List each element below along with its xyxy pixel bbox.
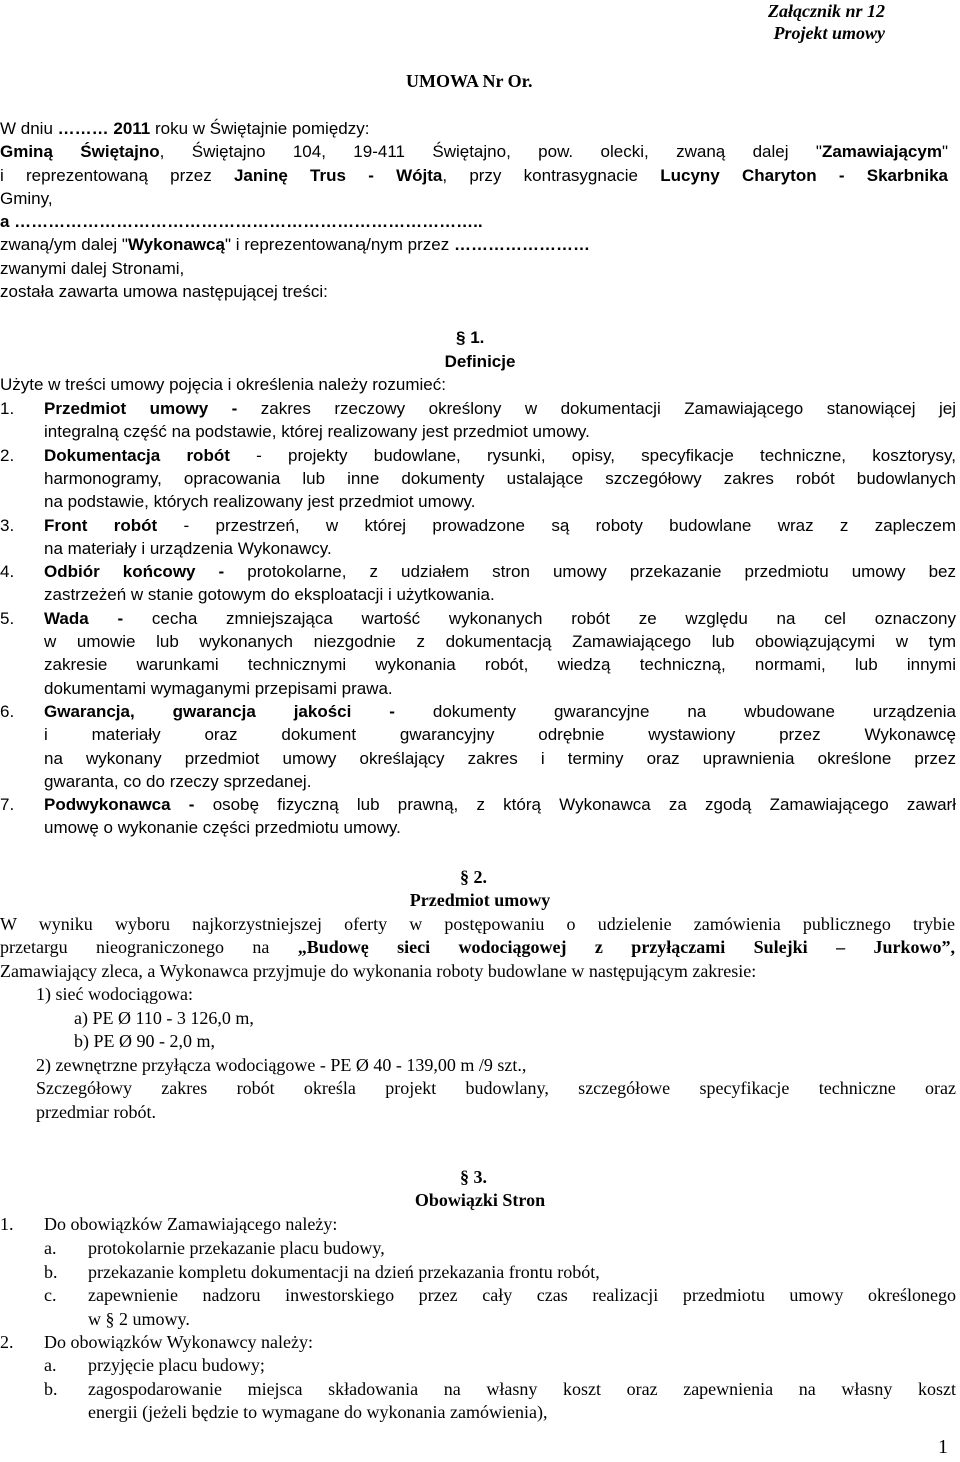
definition-term: Gwarancja, gwarancja jakości -: [44, 701, 395, 721]
project-label: Projekt umowy: [773, 23, 885, 43]
intro-line-3: i reprezentowaną przez Janinę Trus - Wójta, przy kontrasygnacie Lucyny Charyton - Skarbnika: [0, 166, 949, 185]
definition-line-text: i materiały oraz dokument gwarancyjny odrębnie wystawiony przez Wykonawcę: [44, 725, 956, 745]
definition-line-text: integralną część na podstawie, której realizowany jest przedmiot umowy.: [44, 422, 590, 442]
duty-text: przekazanie kompletu dokumentacji na dzień przekazania frontu robót,: [88, 1261, 600, 1282]
section-1-number: § 1.: [456, 328, 485, 347]
definition-number: 4.: [0, 562, 15, 582]
scope-detail-1: Szczegółowy zakres robót określa projekt budowlany, szczegółowe specyfikacje techniczne oraz: [36, 1078, 956, 1098]
definition-line-text: harmonogramy, opracowania lub inne dokumenty ustalające szczegółowy zakres robót budowlanych: [44, 468, 956, 488]
intro-line-8: została zawarta umowa następującej treści:: [0, 282, 328, 301]
definition-text-line: [44, 677, 393, 700]
definition-line-text: gwaranta, co do rzeczy sprzedanej.: [44, 771, 312, 791]
intro-line-2: Gminą Świętajno, Świętajno 104, 19-411 Świętajno, pow. olecki, zwaną dalej "Zamawiającym": [0, 142, 948, 161]
page-number: 1: [938, 1436, 948, 1458]
definition-text-line: [44, 723, 956, 746]
scope-item-1b: b) PE Ø 90 - 2,0 m,: [74, 1031, 215, 1051]
definition-line-text: na materiały i urządzenia Wykonawcy.: [44, 538, 332, 558]
intro-line-1: W dniu ……… 2011 roku w Świętajnie pomiędzy:: [0, 119, 370, 138]
definition-text-line: [44, 583, 495, 606]
definition-line-text: w umowie lub wykonanych niezgodnie z dokumentacją Zamawiającego lub obowiązującymi w tym: [44, 632, 956, 651]
duty-letter: b.: [44, 1378, 58, 1399]
definition-text-line: [44, 514, 956, 537]
definition-term: Przedmiot umowy -: [44, 399, 238, 418]
definition-term: Front robót: [44, 515, 158, 535]
section-2-para-1: W wyniku wyboru najkorzystniejszej oferty w postępowaniu o udzielenie zamówienia publicznego trybie: [0, 914, 955, 934]
duty-group-2-title: Do obowiązków Wykonawcy należy:: [44, 1332, 314, 1352]
duty-letter: a.: [44, 1238, 57, 1258]
scope-item-1a: a) PE Ø 110 - 3 126,0 m,: [74, 1008, 254, 1028]
definition-line-text: na wykonany przedmiot umowy określający zakres i terminy oraz uprawnienia określone przez: [44, 748, 956, 768]
definition-line-text: dokumenty gwarancyjne na wbudowane urządzenia: [432, 701, 956, 721]
section-1-lead: Użyte w treści umowy pojęcia i określenia należy rozumieć:: [0, 375, 446, 394]
definition-text-line: [44, 420, 590, 443]
section-3-number: § 3.: [460, 1167, 487, 1187]
intro-line-6: zwaną/ym dalej "Wykonawcą" i reprezentowaną/nym przez ……………………: [0, 235, 590, 254]
definition-number: 2.: [0, 445, 15, 465]
definition-line-text: dokumentami wymaganymi przepisami prawa.: [44, 678, 393, 698]
definition-term: Podwykonawca -: [44, 795, 195, 815]
definition-number: 7.: [0, 795, 15, 815]
definition-text-line: [44, 537, 332, 560]
section-2-para-2: przetargu nieograniczonego na „Budowę sieci wodociągowej z przyłączami Sulejki – Jurkowo”,: [0, 937, 955, 957]
intro-line-4: Gminy,: [0, 189, 53, 208]
duty-letter: c.: [44, 1285, 57, 1306]
definition-text-line: [44, 467, 956, 490]
definition-text-line: [44, 560, 956, 583]
definition-term: Dokumentacja robót: [44, 445, 230, 465]
definition-text-line: [44, 397, 956, 420]
definition-line-text: cecha zmniejszająca wartość wykonanych robót ze względu na cel oznaczony: [151, 608, 956, 628]
definition-line-text: zakres rzeczowy określony w dokumentacji Zamawiającego stanowiącej jej: [260, 399, 956, 418]
duty-text: protokolarnie przekazanie placu budowy,: [88, 1238, 385, 1258]
definition-text-line: [44, 700, 956, 723]
section-2-heading: Przedmiot umowy: [409, 890, 551, 910]
definition-line-text: umowę o wykonanie części przedmiotu umowy.: [44, 818, 401, 838]
section-2-number: § 2.: [460, 867, 487, 887]
contract-title: UMOWA Nr Or.: [406, 71, 533, 91]
scope-detail-2: przedmiar robót.: [36, 1102, 156, 1122]
definition-line-text: - przestrzeń, w której prowadzone są roboty budowlane wraz z zapleczem: [183, 515, 956, 535]
definition-number: 5.: [0, 608, 15, 628]
duty-text: zapewnienie nadzoru inwestorskiego przez cały czas realizacji przedmiotu umowy określonego: [88, 1285, 956, 1306]
definition-line-text: osobę fizyczną lub prawną, z którą Wykonawca za zgodą Zamawiającego zawarł: [212, 795, 956, 815]
scope-item-2: 2) zewnętrzne przyłącza wodociągowe - PE Ø 40 - 139,00 m /9 szt.,: [36, 1055, 527, 1075]
definition-text-line: [44, 770, 311, 793]
duty-text-continued: w § 2 umowy.: [88, 1308, 190, 1329]
definition-text-line: [44, 630, 956, 653]
definition-line-text: protokolarne, z udziałem stron umowy przekazanie przedmiotu umowy bez: [247, 562, 956, 582]
duty-letter: a.: [44, 1355, 57, 1375]
section-3-heading: Obowiązki Stron: [414, 1190, 546, 1210]
definition-text-line: [44, 653, 956, 676]
definition-line-text: zakresie warunkami technicznymi wykonania robót, wiedzą techniczną, normami, lub innymi: [44, 655, 956, 675]
duty-text-continued: energii (jeżeli będzie to wymagane do wykonania zamówienia),: [88, 1402, 548, 1423]
definition-text-line: [44, 816, 401, 839]
definition-term: Odbiór końcowy -: [44, 562, 225, 582]
definition-text-line: [44, 747, 956, 770]
intro-line-7: zwanymi dalej Stronami,: [0, 259, 185, 278]
definition-line-text: na podstawie, których realizowany jest przedmiot umowy.: [44, 492, 476, 512]
definition-text-line: [44, 793, 956, 816]
attachment-label: Załącznik nr 12: [767, 1, 885, 21]
duty-group-2-number: 2.: [0, 1332, 14, 1352]
section-1-heading: Definicje: [444, 352, 516, 371]
definition-text-line: [44, 607, 956, 630]
definition-text-line: [44, 490, 475, 513]
duty-group-1-number: 1.: [0, 1214, 14, 1234]
definition-number: 1.: [0, 399, 15, 418]
duty-letter: b.: [44, 1261, 58, 1282]
scope-item-1: 1) sieć wodociągowa:: [36, 984, 193, 1004]
duty-text: zagospodarowanie miejsca składowania na własny koszt oraz zapewnienia na własny koszt: [88, 1378, 956, 1399]
definition-line-text: - projekty budowlane, rysunki, opisy, specyfikacje techniczne, kosztorysy,: [256, 445, 956, 465]
definition-line-text: zastrzeżeń w stanie gotowym do eksploatacji i użytkowania.: [44, 585, 495, 605]
duty-group-1-title: Do obowiązków Zamawiającego należy:: [44, 1214, 338, 1234]
definition-number: 6.: [0, 701, 15, 721]
definition-term: Wada -: [44, 608, 124, 628]
duty-text: przyjęcie placu budowy;: [88, 1355, 265, 1375]
section-2-para-3: Zamawiający zleca, a Wykonawca przyjmuje do wykonania roboty budowlane w następującym zakresie:: [0, 961, 757, 981]
definition-number: 3.: [0, 515, 15, 535]
definition-text-line: [44, 444, 956, 467]
intro-line-5: a ………………………………………………………………………..: [0, 212, 483, 231]
